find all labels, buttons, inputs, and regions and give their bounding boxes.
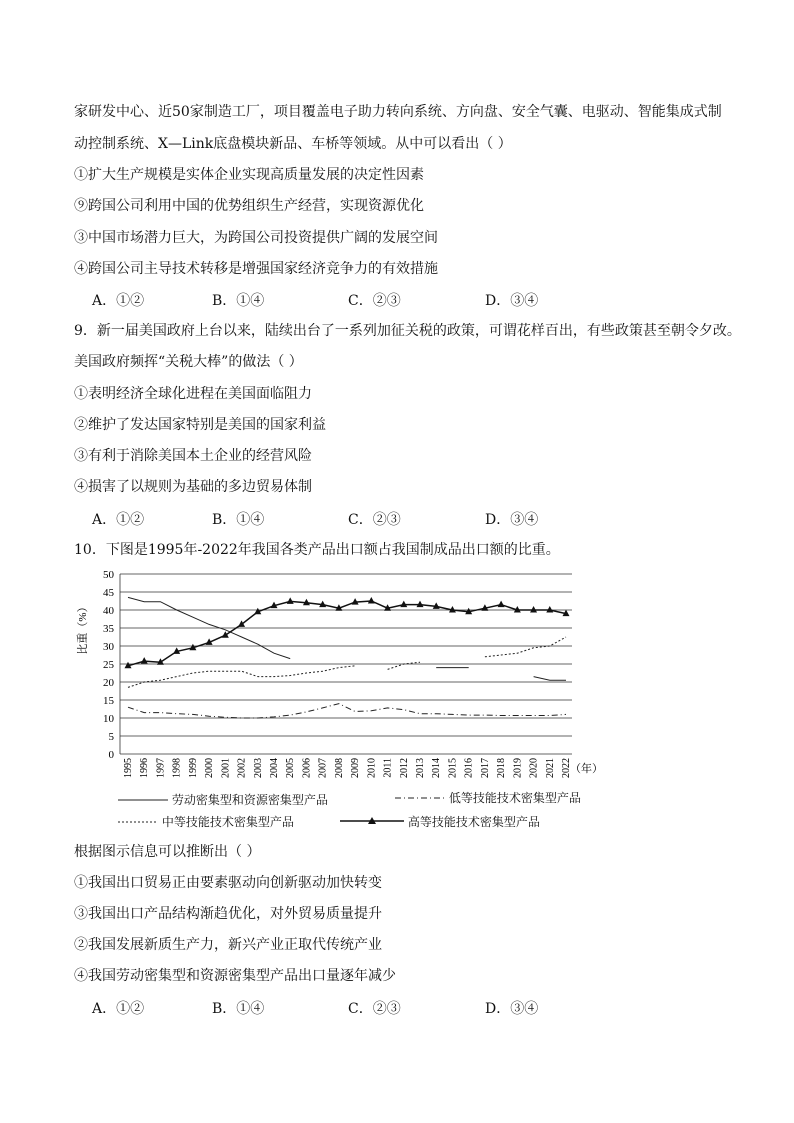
q9-option-d[interactable]: D．③④ [485, 512, 539, 528]
q8-statement-2: ⑨跨国公司利用中国的优势组织生产经营，实现资源优化 [74, 198, 424, 214]
series-line-2 [388, 662, 420, 669]
q10-statement-1: ①我国出口贸易正由要素驱动向创新驱动加快转变 [74, 875, 382, 891]
x-tick-label: 2006 [301, 758, 313, 778]
q9-statement-4: ④损害了以规则为基础的多边贸易体制 [74, 479, 312, 495]
data-point-high-tech [368, 597, 375, 604]
x-tick-label: 2010 [366, 758, 378, 778]
series-line-2 [485, 637, 566, 657]
legend-label-labor: 劳动密集型和资源密集型产品 [171, 793, 328, 807]
x-tick-label: 1997 [155, 758, 167, 778]
q10-question: 根据图示信息可以推断出（ ） [74, 844, 261, 860]
legend-item-high-tech [340, 813, 540, 830]
y-tick-label: 30 [103, 641, 114, 653]
x-tick-label: 2002 [236, 758, 248, 778]
x-tick-label: 2008 [333, 758, 345, 778]
data-point-high-tech [287, 597, 294, 604]
x-tick-label: 2009 [350, 758, 362, 778]
data-point-high-tech [141, 657, 148, 664]
y-tick-label: 25 [103, 659, 114, 671]
q8-statement-1: ①扩大生产规模是实体企业实现高质量发展的决定性因素 [74, 167, 424, 183]
x-tick-label: 1996 [139, 758, 151, 778]
q10-statement-3: ②我国发展新质生产力，新兴产业正取代传统产业 [74, 937, 382, 953]
data-point-high-tech [417, 601, 424, 608]
x-tick-label: 2014 [431, 758, 443, 778]
q10-statement-2: ③我国出口产品结构渐趋优化，对外贸易质量提升 [74, 906, 382, 922]
x-tick-label: 2021 [544, 758, 556, 778]
q10-statement-4: ④我国劳动密集型和资源密集型产品出口量逐年减少 [74, 968, 396, 984]
x-tick-label: 2000 [204, 758, 216, 778]
series-line-3 [128, 601, 566, 666]
x-tick-label: 2018 [496, 758, 508, 778]
legend-swatch-mid-tech [118, 818, 158, 826]
legend-swatch-low-tech [395, 794, 445, 802]
y-tick-labels [103, 569, 115, 761]
legend-label-low-tech: 低等技能技术密集型产品 [448, 791, 581, 805]
series-line-2 [128, 666, 355, 688]
x-tick-label: 2022 [561, 758, 572, 778]
x-tick-label: 2012 [398, 758, 410, 778]
y-tick-label: 5 [108, 731, 114, 743]
y-tick-label: 10 [103, 713, 114, 725]
q9-statement-1: ①表明经济全球化进程在美国面临阻力 [74, 386, 312, 402]
q8-stem-line2: 动控制系统、X—Link底盘模块新品、车桥等领域。从中可以看出（ ） [74, 136, 512, 152]
y-tick-label: 40 [103, 605, 114, 617]
x-tick-label: 2011 [382, 758, 394, 778]
data-point-high-tech [238, 620, 245, 627]
q9-option-b[interactable]: B．①④ [212, 512, 265, 528]
q10-option-a[interactable]: A．①② [92, 1001, 145, 1017]
y-tick-label: 50 [103, 569, 114, 581]
legend-item-mid-tech [118, 813, 294, 830]
data-point-high-tech [400, 601, 407, 608]
data-point-high-tech [498, 601, 505, 608]
chart-grid [120, 574, 572, 754]
x-tick-label: 2015 [447, 758, 459, 778]
x-tick-label: 2003 [252, 758, 264, 778]
y-tick-label: 15 [103, 695, 114, 707]
x-tick-label: 2013 [415, 758, 426, 778]
q9-stem-line1: 9．新一届美国政府上台以来，陆续出台了一系列加征关税的政策，可谓花样百出，有些政策甚至朝令夕改。 [74, 323, 741, 339]
x-tick-label: 1999 [187, 758, 199, 778]
q8-option-b[interactable]: B．①④ [212, 293, 265, 309]
q8-option-c[interactable]: C．②③ [348, 293, 401, 309]
q10-option-c[interactable]: C．②③ [348, 1001, 401, 1017]
x-tick-label: 1995 [123, 758, 134, 778]
q8-statement-4: ④跨国公司主导技术转移是增强国家经济竞争力的有效措施 [74, 261, 438, 277]
q8-option-d[interactable]: D．③④ [485, 293, 539, 309]
q8-option-a[interactable]: A．①② [92, 293, 145, 309]
x-tick-label: 2017 [479, 758, 491, 778]
legend-swatch-high-tech [340, 816, 404, 826]
legend-label-high-tech: 高等技能技术密集型产品 [407, 815, 540, 829]
legend-swatch-labor [118, 796, 168, 804]
x-tick-labels [123, 758, 572, 778]
y-axis-label: 比重（%） [77, 601, 89, 655]
x-tick-label: 2020 [528, 758, 540, 778]
legend-item-low-tech [395, 789, 581, 806]
q9-option-a[interactable]: A．①② [92, 512, 145, 528]
q9-option-c[interactable]: C．②③ [348, 512, 401, 528]
x-tick-label: 1998 [171, 758, 183, 778]
q10-option-d[interactable]: D．③④ [485, 1001, 539, 1017]
x-axis-unit: （年） [570, 763, 603, 775]
series-line-0 [534, 677, 566, 681]
x-tick-label: 2016 [463, 758, 475, 778]
q10-option-b[interactable]: B．①④ [212, 1001, 265, 1017]
export-share-chart [74, 566, 603, 778]
x-tick-label: 2004 [269, 758, 280, 778]
y-tick-label: 45 [103, 587, 114, 599]
q8-stem-line1: 家研发中心、近50家制造工厂，项目覆盖电子助力转向系统、方向盘、安全气囊、电驱动、智能集成式制 [74, 104, 722, 120]
y-tick-label: 20 [103, 677, 114, 689]
q10-stem: 10．下图是1995年-2022年我国各类产品出口额占我国制成品出口额的比重。 [74, 542, 560, 558]
q9-statement-2: ②维护了发达国家特别是美国的国家利益 [74, 417, 326, 433]
x-tick-label: 2001 [220, 758, 232, 778]
x-tick-label: 2005 [285, 758, 297, 778]
x-tick-label: 2007 [317, 758, 329, 778]
q9-statement-3: ③有利于消除美国本土企业的经营风险 [74, 448, 312, 464]
legend-item-labor [118, 791, 328, 808]
q8-statement-3: ③中国市场潜力巨大，为跨国公司投资提供广阔的发展空间 [74, 230, 438, 246]
y-tick-label: 35 [103, 623, 114, 635]
y-tick-label: 0 [108, 749, 114, 761]
q9-stem-line2: 美国政府频挥“关税大棒”的做法（ ） [74, 354, 303, 370]
x-tick-label: 2019 [512, 758, 524, 778]
series-line-1 [128, 704, 566, 718]
legend-label-mid-tech: 中等技能技术密集型产品 [161, 815, 294, 829]
